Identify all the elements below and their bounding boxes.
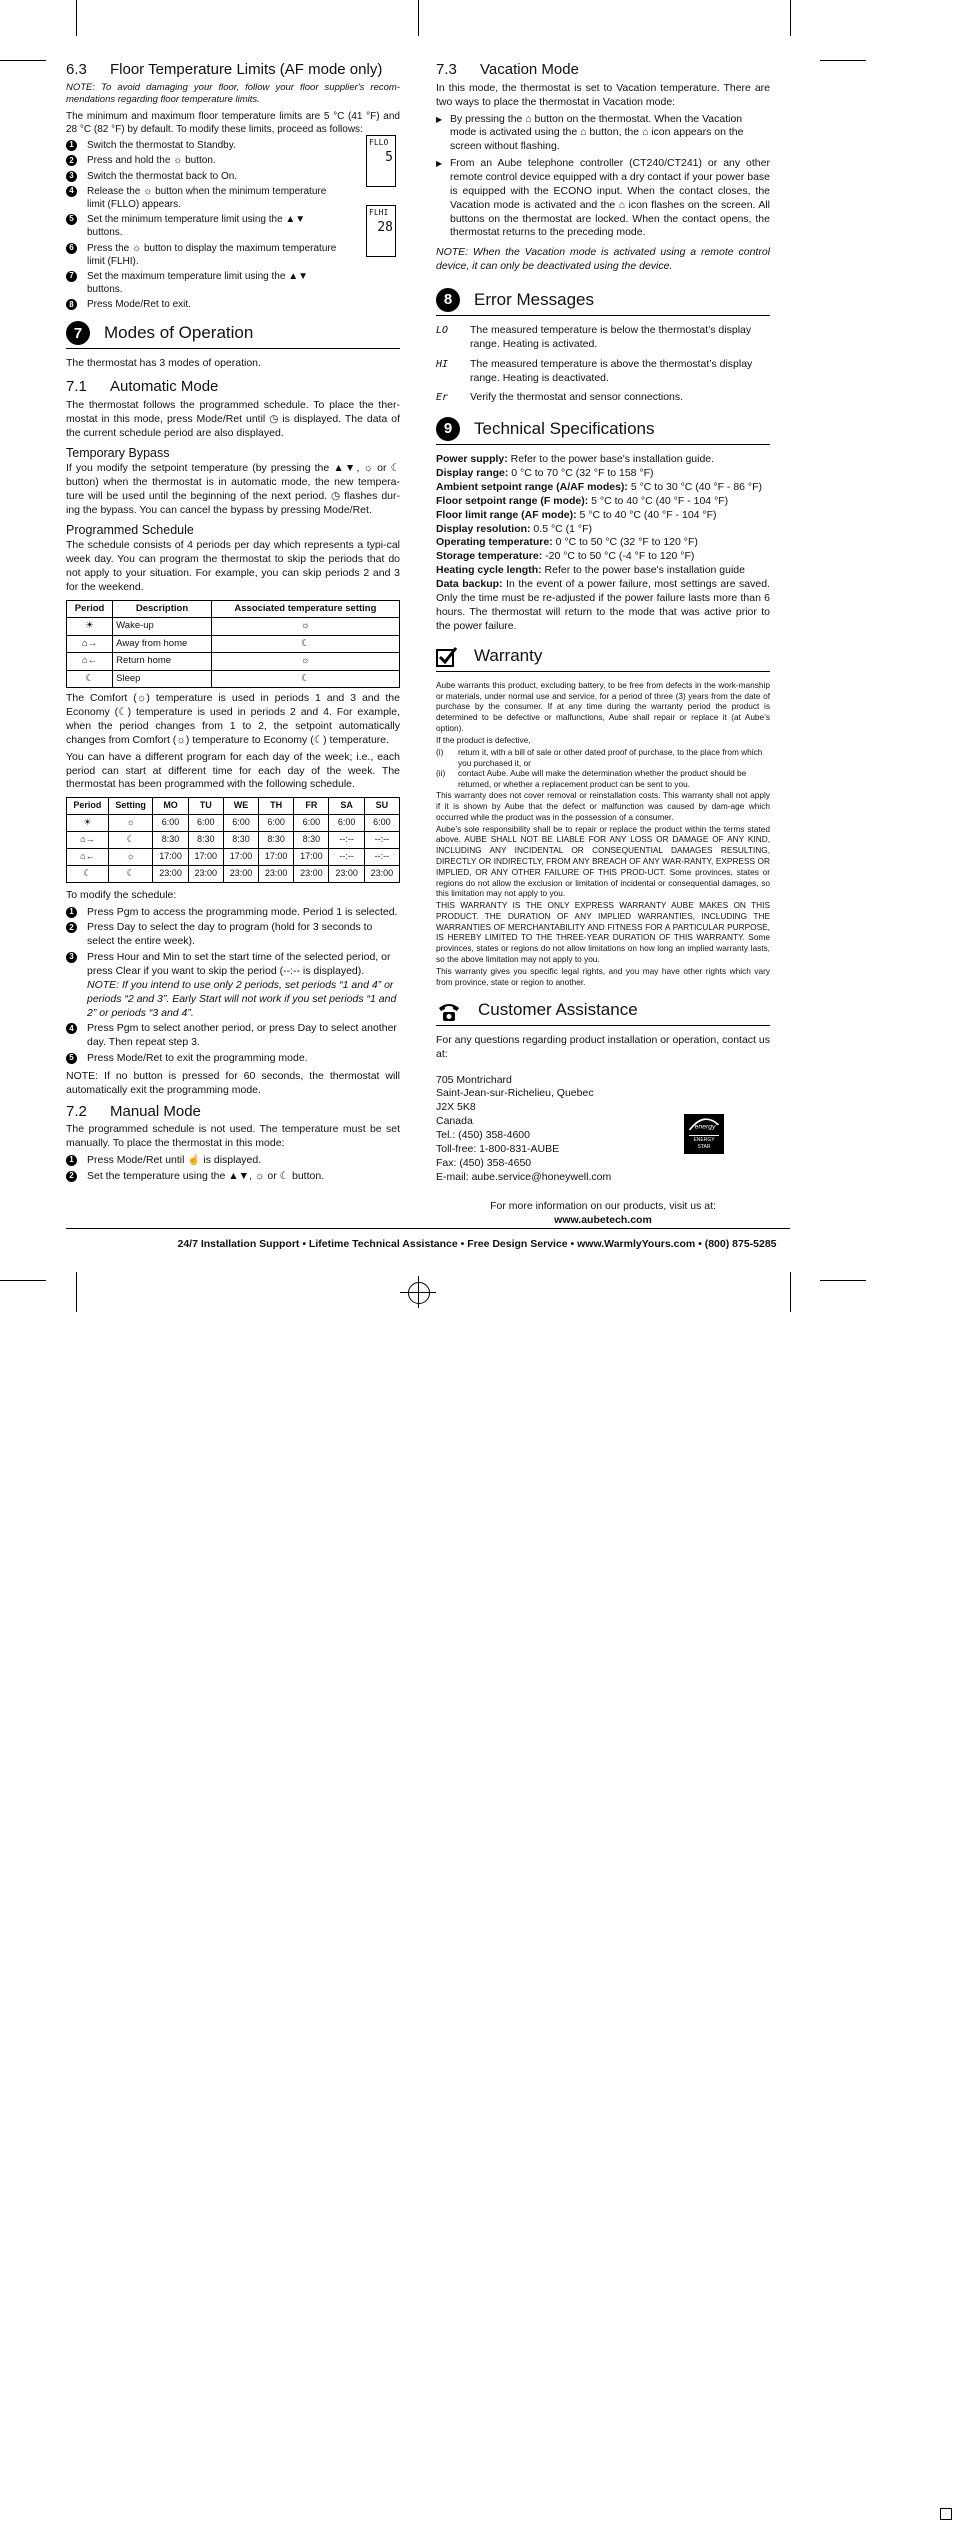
table-header: TU [188,798,223,815]
table-header: Description [113,600,212,618]
customer-heading: Customer Assistance [436,999,770,1025]
table-header: MO [153,798,188,815]
section-6-3-heading: 6.3 Floor Temperature Limits (AF mode only) [66,61,383,78]
footer-bar: 24/7 Installation Support • Lifetime Technical Assistance • Free Design Service • www.WarmlyYours.com • (800) 875-5285 [177,1238,777,1250]
crop-mark [76,1272,77,1312]
error-lo: LO The measured temperature is below the thermostat’s display range. Heating is activated. [436,323,752,350]
registration-mark [408,1282,430,1304]
list-item: 2 Press Day to select the day to program (hold for 3 seconds to select the entire week). [66,921,400,949]
list-item: ▶ By pressing the ⌂ button on the thermostat. When the Vacation mode is activated using the ⌂ button, the ⌂ icon appears on the screen without flashing. [436,112,744,153]
section-9-heading: 9 Technical Specifications [436,417,770,445]
list-item: 8 Press Mode/Ret to exit. [66,298,342,311]
spec-item: Storage temperature: -20 °C to 50 °C (-4 °F to 120 °F) [436,550,695,563]
left-column [66,60,400,1188]
spec-item: Operating temperature: 0 °C to 50 °C (32 °F to 120 °F) [436,536,698,549]
error-er: Er Verify the thermostat and sensor connections. [436,391,684,404]
address-line: Toll-free: 1-800-831-AUBE [436,1142,560,1155]
crop-mark [0,1280,46,1281]
warranty-heading: Warranty [436,645,770,671]
section-8-heading: 8 Error Messages [436,288,770,316]
list-item: (ii) contact Aube. Aube will make the determination whether the product should be returned, or whether a replacement product can be sent to you. [436,768,747,790]
table-header: SU [364,798,399,815]
section-7-3-heading: 7.3 Vacation Mode [436,61,579,78]
address-line: 705 Montrichard [436,1073,512,1086]
table-header: FR [294,798,329,815]
table-row: ⌂← ☼ 17:00 17:00 17:00 17:00 17:00 --:-- --:-- [67,848,400,865]
period-table [66,600,400,689]
manual-mode-text: The programmed schedule is not used. The temperature must be set manually. To place the thermostat in this mode: [66,1123,400,1150]
address-line: Canada [436,1115,473,1128]
svg-text:energy: energy [694,1122,716,1130]
schedule-heading: Programmed Schedule [66,522,194,537]
list-item: 5 Press Mode/Ret to exit the programming mode. [66,1052,400,1066]
table-row: ☀ Wake-up ☼ [67,618,400,636]
list-item: ▶ From an Aube telephone controller (CT240/CT241) or any other remote control device equipped with a dry contact if your power base is equipped with the ECONO input. When the contact closes, the Vacation mode is activated and the ⌂ icon flashes on the screen. All buttons on the thermostat are locked. When the contact opens, the thermostat returns to the preceding mode. [436,157,770,239]
address-line: J2X 5K8 [436,1101,476,1114]
floor-steps [66,139,342,311]
crop-mark [418,0,419,36]
floor-note: NOTE: To avoid damaging your floor, follow your floor supplier's recom-mendations regarding floor temperature limits. [66,81,400,106]
modes-intro: The thermostat has 3 modes of operation. [66,357,261,370]
energy-star-logo: energy ENERGY STAR [684,1114,724,1154]
spec-item: Power supply: Refer to the power base's installation guide. [436,453,715,466]
list-item: 4 Release the ☼ button when the minimum temperature limit (FLLO) appears. [66,185,342,211]
modify-schedule-intro: To modify the schedule: [66,888,177,901]
crop-mark [76,0,77,36]
spec-item: Ambient setpoint range (A/AF modes): 5 °C to 30 °C (40 °F - 86 °F) [436,480,763,493]
table-row: ⌂→ Away from home ☾ [67,635,400,653]
error-hi: HI The measured temperature is above the thermostat’s display range. Heating is deactivated. [436,357,753,384]
spec-item: Display resolution: 0.5 °C (1 °F) [436,522,593,535]
warranty-text: If the product is defective, [436,734,531,745]
list-item: 2 Set the temperature using the ▲▼, ☼ or ☾ button. [66,1170,400,1184]
table-row: ☀ ☼ 6:00 6:00 6:00 6:00 6:00 6:00 6:00 [67,815,400,832]
list-item: 2 Press and hold the ☼ button. [66,154,342,167]
warranty-text: This warranty gives you specific legal rights, and you may have other rights which vary from province, state or region to another. [436,965,770,987]
warranty-text: This warranty does not cover removal or reinstallation costs. This warranty shall not apply if it is shown by Aube that the defect or malfunction was caused by dam-age which occurred while the product was in the possession of a consumer. [436,790,770,822]
lcd-max-limit: FLHI 28 [366,205,396,257]
vacation-note: NOTE: When the Vacation mode is activated using a remote control device, it can only be deactivated using the device. [436,246,770,273]
bypass-text: If you modify the setpoint temperature (by pressing the ▲▼, ☼ or ☾ button) when the thermostat is in automatic mode, the new tempera-ture will be used until the beginning of the next period. ◷ flashes dur-ing the bypass. You can cancel the bypass by pressing Mode/Ret. [66,462,400,516]
timeout-note: NOTE: If no button is pressed for 60 seconds, the thermostat will automatically exit the programming mode. [66,1069,400,1096]
warranty-text: Aube warrants this product, excluding battery, to be free from defects in the work-manship or materials, under normal use and service, for a period of three (3) years from the date of purchase by the consumer. If at any time during the warranty period the product is determined to be defective or malfunctions, Aube shall repair or replace it (at Aube’s option). [436,679,770,733]
step3-note: NOTE: If you intend to use only 2 periods, set periods “1 and 4” or periods “2 and 3”. Early Start will not work if you set periods “1 and 2” or periods “3 and 4”. [87,978,397,1019]
table-header: Associated temperature setting [211,600,399,618]
customer-intro: For any questions regarding product installation or operation, contact us at: [436,1033,770,1060]
table-header: Setting [108,798,153,815]
right-column [436,60,770,1228]
table-row: ⌂→ ☾ 8:30 8:30 8:30 8:30 8:30 --:-- --:-- [67,832,400,849]
manual-steps [66,1154,400,1184]
website-link[interactable]: www.aubetech.com [554,1214,652,1227]
table-header: TH [259,798,294,815]
comfort-economy-text: The Comfort (☼) temperature is used in periods 1 and 3 and the Economy (☾) temperature is used in periods 2 and 4. For example, when the period changes from 1 to 2, the setpoint automatically changes from Comfort (☼) temperature to Economy (☾) temperature. [66,692,400,746]
lcd-min-limit: FLLO 5 [366,135,396,187]
table-row: ⌂← Return home ☼ [67,653,400,671]
bypass-heading: Temporary Bypass [66,445,170,460]
table-row: ☾ Sleep ☾ [67,670,400,688]
checkbox-icon [436,646,458,668]
crop-mark [790,0,791,36]
footer-divider [66,1228,790,1229]
schedule-table [66,797,400,882]
address-block [436,1074,770,1185]
list-item: (i) return it, with a bill of sale or other dated proof of purchase, to the place from which you purchased it, or [436,746,763,768]
more-info: For more information on our products, visit us at: www.aubetech.com [436,1200,770,1228]
table-header: Period [67,798,109,815]
list-item: 1 Switch the thermostat to Standby. [66,139,342,152]
list-item: 4 Press Pgm to select another period, or press Day to select another day. Then repeat step 3. [66,1022,400,1050]
section-7-2-heading: 7.2 Manual Mode [66,1102,201,1120]
spec-item: Data backup: In the event of a power failure, most settings are saved. Only the time must be re-adjusted if the power failure lasts more than 6 hours. The thermostat will return to the mode that was active prior to the power failure. [436,578,770,632]
table-header: SA [329,798,364,815]
address-line: E-mail: aube.service@honeywell.com [436,1170,612,1183]
list-item: 3 Press Hour and Min to set the start time of the selected period, or press Clear if you want to skip the period (--:-- is displayed). NOTE: If you intend to use only 2 periods, set periods “1 and 4” or periods “2 and 3”. Early Start will not work if you set periods “1 and 2” or periods “3 and 4”. [66,951,400,1020]
address-line: Tel.: (450) 358-4600 [436,1128,530,1141]
table-header: Period [67,600,113,618]
crop-mark [820,60,866,61]
table-row: ☾ ☾ 23:00 23:00 23:00 23:00 23:00 23:00 23:00 [67,865,400,882]
warranty-text: THIS WARRANTY IS THE ONLY EXPRESS WARRANTY AUBE MAKES ON THIS PRODUCT. THE DURATION OF ANY IMPLIED WARRANTIES, INCLUDING THE WARRANTIES OF MERCHANTABILITY AND FITNESS FOR A PARTICULAR PURPOSE, IS HEREBY LIMITED TO THE THREE-YEAR DURATION OF THIS WARRANTY. Some provinces, states or regions do not allow limitations on how long an implied warranty lasts, so the above limitation may not apply to you. [436,900,770,965]
schedule-steps [66,906,400,1066]
corner-box [940,2508,952,2520]
spec-item: Floor setpoint range (F mode): 5 °C to 40 °C (40 °F - 104 °F) [436,494,729,507]
vacation-intro: In this mode, the thermostat is set to Vacation temperature. There are two ways to place the thermostat in Vacation mode: [436,81,770,108]
spec-item: Floor limit range (AF mode): 5 °C to 40 °C (40 °F - 104 °F) [436,508,717,521]
schedule-text: The schedule consists of 4 periods per day which represents a typi-cal week day. You can program the thermostat to skip the periods that do not apply to your situation. For example, you can skip periods 2 and 3 for the weekend. [66,539,400,593]
section-7-heading: 7 Modes of Operation [66,321,400,349]
crop-mark [790,1272,791,1312]
telephone-icon [436,1000,462,1022]
warranty-text: Aube’s sole responsibility shall be to repair or replace the product within the terms stated above. AUBE SHALL NOT BE LIABLE FOR ANY LOSS OR DAMAGE OF ANY KIND, INCLUDING ANY INCIDENTAL OR CONSEQUENTIAL DAMAGES RESULTING, DIRECTLY OR INDIRECTLY, FROM ANY BREACH OF ANY WAR-RANTY, EXPRESS OR IMPLIED, OR ANY OTHER FAILURE OF THIS PROD-UCT. Some provinces, states or regions do not allow the exclusion or limitation of incidental or consequential damages, so this limitation may not apply to you. [436,823,770,899]
table-header: WE [223,798,258,815]
crop-mark [400,1292,436,1293]
crop-mark [0,60,46,61]
list-item: 1 Press Mode/Ret until ☝ is displayed. [66,1154,400,1168]
floor-intro: The minimum and maximum floor temperature limits are 5 °C (41 °F) and 28 °C (82 °F) by default. To modify these limits, proceed as follows: [66,110,400,136]
spec-item: Display range: 0 °C to 70 °C (32 °F to 158 °F) [436,467,654,480]
list-item: 3 Switch the thermostat back to On. [66,170,342,183]
weekly-program-text: You can have a different program for each day of the week; i.e., each period can start at different time for each day of the week. The thermostat has been programmed with the following schedule. [66,750,400,791]
list-item: 7 Set the maximum temperature limit using the ▲▼ buttons. [66,270,342,296]
spec-item: Heating cycle length: Refer to the power base's installation guide [436,564,745,577]
crop-mark [820,1280,866,1281]
section-7-1-heading: 7.1 Automatic Mode [66,378,219,396]
spec-list [436,453,770,633]
list-item: 5 Set the minimum temperature limit using the ▲▼ buttons. [66,213,342,239]
address-line: Fax: (450) 358-4650 [436,1156,532,1169]
address-line: Saint-Jean-sur-Richelieu, Quebec [436,1087,594,1100]
list-item: 1 Press Pgm to access the programming mode. Period 1 is selected. [66,906,400,920]
auto-mode-text: The thermostat follows the programmed schedule. To place the ther-mostat in this mode, press Mode/Ret until ◷ is displayed. The data of the current schedule period are also displayed. [66,399,400,439]
list-item: 6 Press the ☼ button to display the maximum temperature limit (FLHI). [66,242,342,268]
